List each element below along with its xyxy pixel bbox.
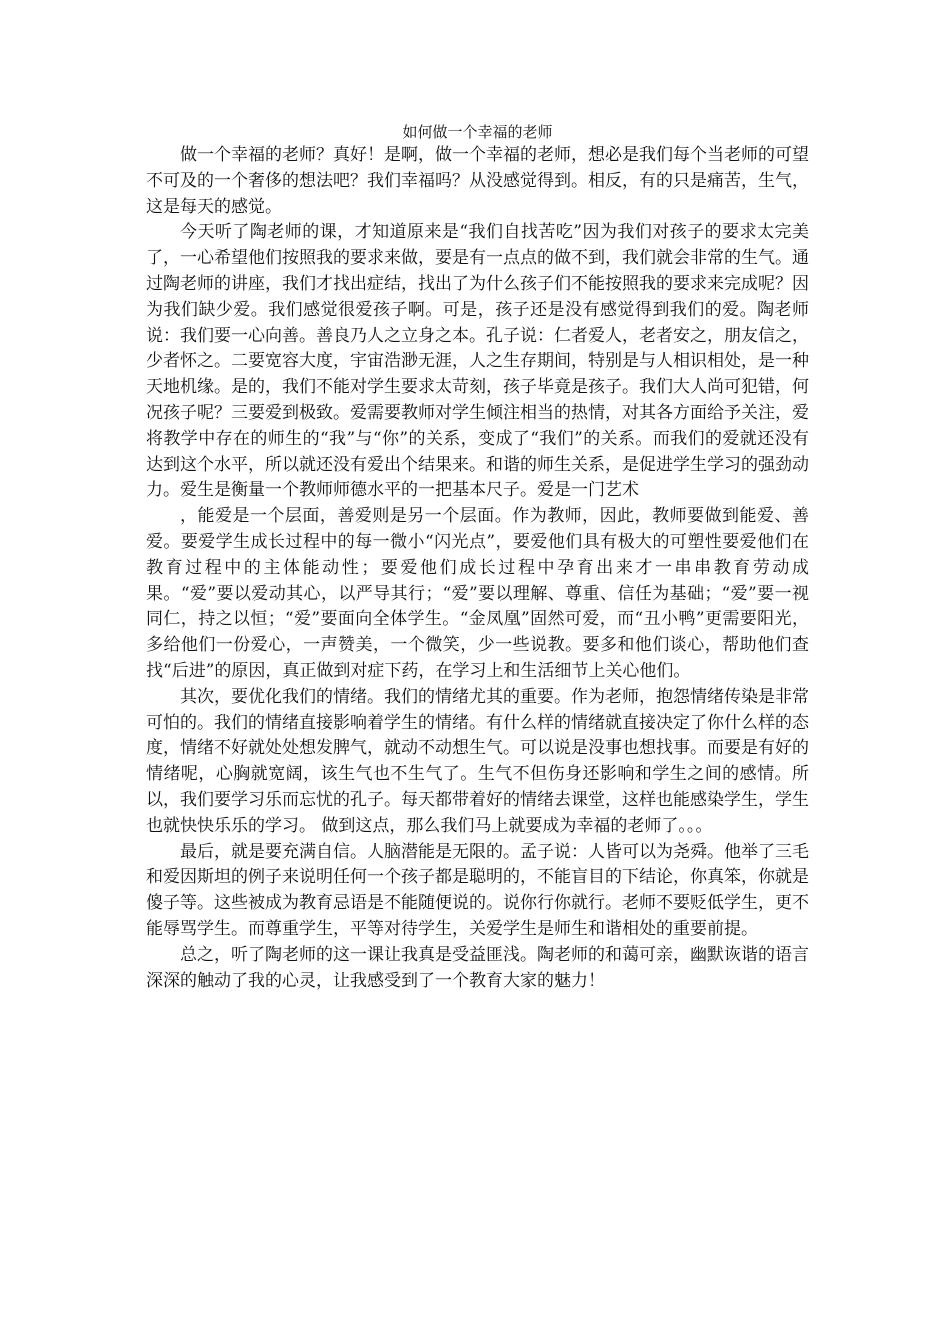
document-body <box>146 121 809 994</box>
paragraph-conclusion: 总之，听了陶老师的这一课让我真是受益匪浅。陶老师的和蔼可亲，幽默诙谐的语言深深的触动了我的心灵，让我感受到了一个教育大家的魅力！ <box>146 944 809 991</box>
paragraph-lecture: 今天听了陶老师的课，才知道原来是“我们自找苦吃”因为我们对孩子的要求太完美了，一心希望他们按照我的要求来做，要是有一点点的做不到，我们就会非常的生气。通过陶老师的讲座，我们才找出症结，找出了为什么孩子们不能按照我的要求来完成呢？因为我们缺少爱。我们感觉很爱孩子啊。可是，孩子还是没有感觉得到我们的爱。陶老师说：我们要一心向善。善良乃人之立身之本。孔子说：仁者爱人，老者安之，朋友信之，少者怀之。二要宽容大度，宇宙浩渺无涯，人之生存期间，特别是与人相识相处，是一种天地机缘。是的，我们不能对学生要求太苛刻，孩子毕竟是孩子。我们大人尚可犯错，何况孩子呢？三要爱到极致。爱需要教师对学生倾注相当的热情，对其各方面给予关注，爱将教学中存在的师生的“我”与“你”的关系，变成了“我们”的关系。而我们的爱就还没有达到这个水平，所以就还没有爱出个结果来。和谐的师生关系，是促进学生学习的强劲动力。爱生是衡量一个教师师德水平的一把基本尺子。爱是一门艺术 <box>146 222 809 501</box>
paragraph-confidence: 最后，就是要充满自信。人脑潜能是无限的。孟子说：人皆可以为尧舜。他举了三毛和爱因斯坦的例子来说明任何一个孩子都是聪明的，不能盲目的下结论，你真笨，你就是傻子等。这些被成为教育忌语是不能随便说的。说你行你就行。老师不要贬低学生，更不能辱骂学生。而尊重学生，平等对待学生，关爱学生是师生和谐相处的重要前提。 <box>146 841 809 939</box>
paragraph-love: ，能爱是一个层面，善爱则是另一个层面。作为教师，因此，教师要做到能爱、善爱。要爱学生成长过程中的每一微小“闪光点”，要爱他们具有极大的可塑性要爱他们在教育过程中的主体能动性；要爱他们成长过程中孕育出来才一串串教育劳动成果。“爱”要以爱动其心，以严导其行；“爱”要以理解、尊重、信任为基础；“爱”要一视同仁，持之以恒；“爱”要面向全体学生。“金凤凰”固然可爱，而“丑小鸭”更需要阳光，多给他们一份爱心，一声赞美，一个微笑，少一些说教。要多和他们谈心，帮助他们查找“后进”的原因，真正做到对症下药，在学习上和生活细节上关心他们。 <box>146 506 809 681</box>
paragraph-intro: 做一个幸福的老师？真好！是啊，做一个幸福的老师，想必是我们每个当老师的可望不可及的一个奢侈的想法吧？我们幸福吗？从没感觉得到。相反，有的只是痛苦，生气，这是每天的感觉。 <box>146 145 809 217</box>
document-title: 如何做一个幸福的老师 <box>402 123 553 141</box>
paragraph-emotion: 其次，要优化我们的情绪。我们的情绪尤其的重要。作为老师，抱怨情绪传染是非常可怕的。我们的情绪直接影响着学生的情绪。有什么样的情绪就直接决定了你什么样的态度，情绪不好就处处想发脾气，就动不动想生气。可以说是没事也想找事。而要是有好的情绪呢，心胸就宽阔，该生气也不生气了。生气不但伤身还影响和学生之间的感情。所以，我们要学习乐而忘忧的孔子。每天都带着好的情绪去课堂，这样也能感染学生，学生也就快快乐乐的学习。 做到这点，那么我们马上就要成为幸福的老师了。。。 <box>146 686 809 836</box>
